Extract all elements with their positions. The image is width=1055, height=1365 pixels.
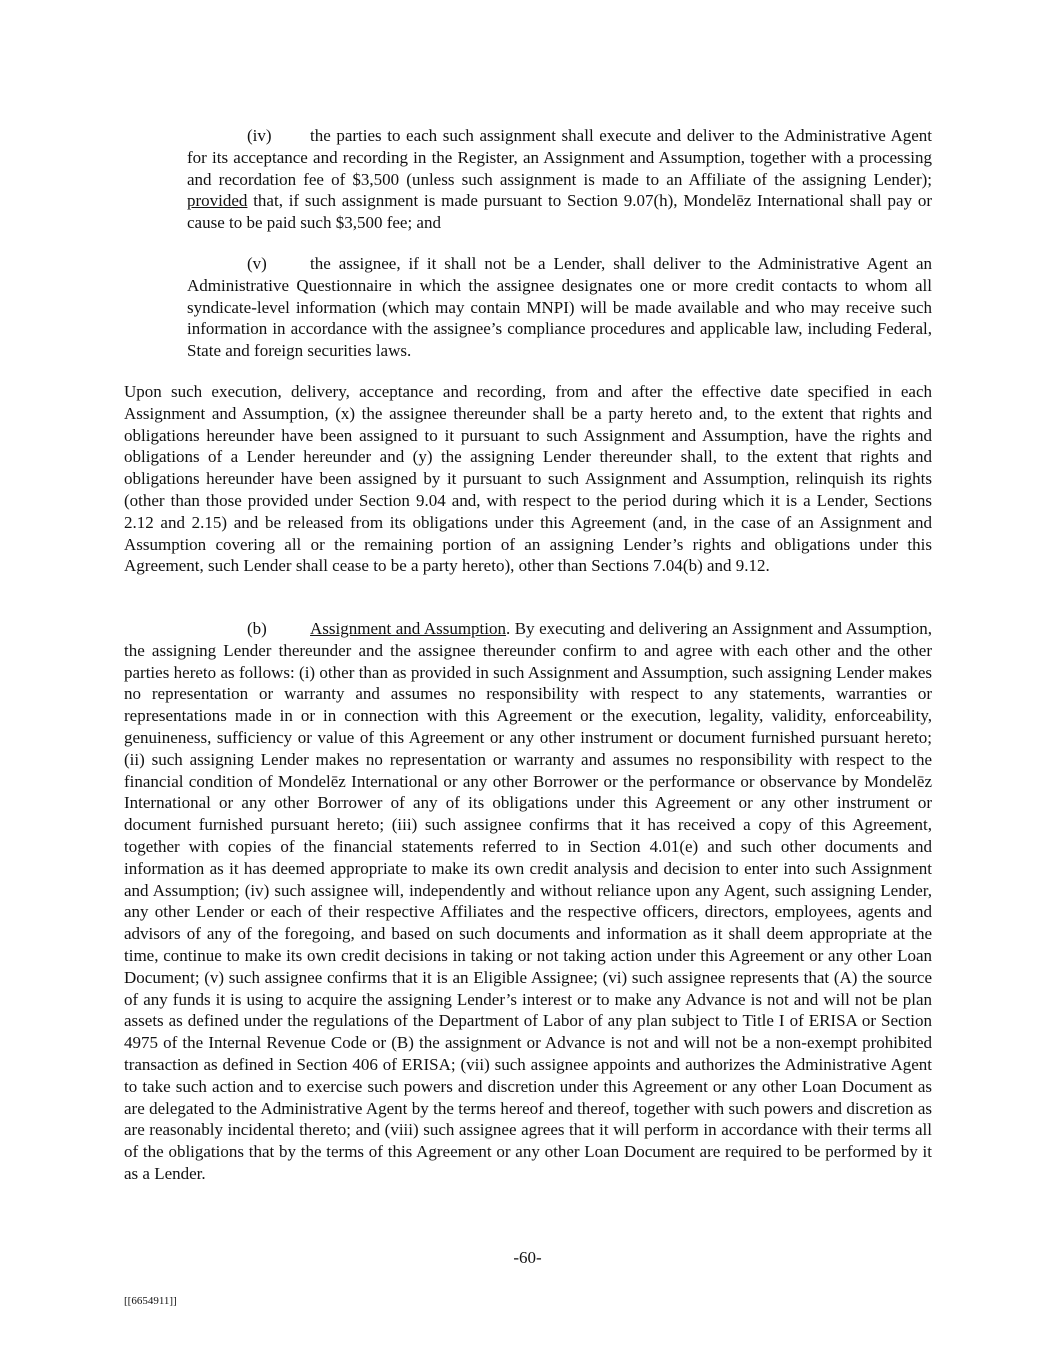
paragraph-upon-text: Upon such execution, delivery, acceptance and recording, from and after the effective date specified in each Assignment and Assumption, (x) the assignee thereunder shall be a party hereto and, to the extent that rights and obligations hereunder have been assigned to it pursuant to such Assignment and Assumption, have the rights and obligations of a Lender hereunder and (y) the assigning Lender thereunder shall, to the extent that rights and obligations hereunder have been assigned by it pursuant to such Assignment and Assumption, relinquish its rights (other than those provided under Section 9.04 and, with respect to the period during which it is a Lender, Sections 2.12 and 2.15) and be released from its obligations under this Agreement (and, in the case of an Assignment and Assumption covering all or the remaining portion of an assigning Lender’s rights and obligations under this Agreement, such Lender shall cease to be a party hereto), other than Sections 7.04(b) and 9.12. bbox=[124, 382, 932, 576]
paragraph-upon-execution bbox=[124, 381, 932, 577]
paragraph-v-text: the assignee, if it shall not be a Lender, shall deliver to the Administrative Agent an Administrative Questionnaire in which the assignee designates one or more credit contacts to whom all syndicate-level information (which may contain MNPI) will be made available and who may receive such information in accordance with the assignee’s compliance procedures and applicable law, including Federal, State and foreign securities laws. bbox=[187, 254, 932, 361]
document-id: [[6654911]] bbox=[124, 1295, 177, 1307]
paragraph-b-text: . By executing and delivering an Assignment and Assumption, the assigning Lender thereunder and the assignee thereunder confirm to and agree with each other and the other parties hereto as follows: (i) other than as provided in such Assignment and Assumption, such assigning Lender makes no representation or warranty and assumes no responsibility with respect to any statements, warranties or representations made in or in connection with this Agreement or the execution, legality, validity, enforceability, genuineness, sufficiency or value of this Agreement or any other instrument or document furnished pursuant hereto; (ii) such assigning Lender makes no representation or warranty and assumes no responsibility with respect to the financial condition of Mondelēz International or any other Borrower or the performance or observance by Mondelēz International or any other Borrower of any of its obligations under this Agreement or any other instrument or document furnished pursuant hereto; (iii) such assignee confirms that it has received a copy of this Agreement, together with copies of the financial statements referred to in Section 4.01(e) and such other documents and information as it has deemed appropriate to make its own credit analysis and decision to enter into such Assignment and Assumption; (iv) such assignee will, independently and without reliance upon any Agent, such assigning Lender, any other Lender or each of their respective Affiliates and the respective officers, directors, employees, agents and advisors of any of the foregoing, and based on such documents and information as it shall deem appropriate at the time, continue to make its own credit decisions in taking or not taking action under this Agreement or any other Loan Document; (v) such assignee confirms that it is an Eligible Assignee; (vi) such assignee represents that (A) the source of any funds it is using to acquire the assigning Lender’s interest or to make any Advance is not and will not be plan assets as defined under the regulations of the Department of Labor of any plan subject to Title I of ERISA or Section 4975 of the Internal Revenue Code or (B) the assignment or Advance is not and will not be a non-exempt prohibited transaction as defined in Section 406 of ERISA; (vii) such assignee appoints and authorizes the Administrative Agent to take such action and to exercise such powers and discretion under this Agreement or any other Loan Document as are delegated to the Administrative Agent by the terms hereof and thereof, together with such powers and discretion as are reasonably incidental thereto; and (viii) such assignee agrees that it will perform in accordance with their terms all of the obligations that by the terms of this Agreement or any other Loan Document are required to be performed by it as a Lender. bbox=[124, 619, 932, 1183]
provided-term: provided bbox=[187, 191, 248, 211]
paragraph-iv bbox=[187, 125, 932, 234]
paragraph-b-label: (b) bbox=[247, 619, 267, 638]
assignment-and-assumption-heading: Assignment and Assumption bbox=[310, 619, 507, 638]
paragraph-iv-label: (iv) bbox=[247, 126, 272, 145]
page-number: -60- bbox=[513, 1248, 542, 1267]
paragraph-b bbox=[124, 618, 932, 1185]
paragraph-iv-text-after: that, if such assignment is made pursuant to Section 9.07(h), Mondelēz International shall pay or cause to be paid such $3,500 fee; and bbox=[187, 191, 932, 233]
paragraph-iv-text-before: the parties to each such assignment shall execute and deliver to the Administrative Agent for its acceptance and recording in the Register, an Assignment and Assumption, together with a processing and recordation fee of $3,500 (unless such assignment is made to an Affiliate of the assigning Lender); bbox=[187, 126, 932, 189]
paragraph-v-label: (v) bbox=[247, 254, 267, 273]
paragraph-v bbox=[187, 253, 932, 362]
